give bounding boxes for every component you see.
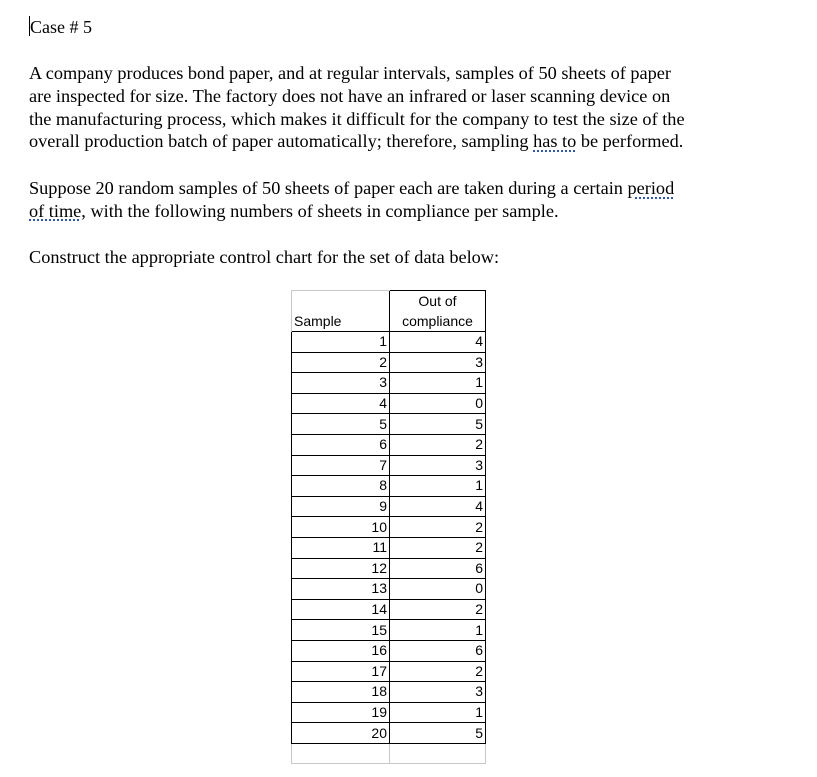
cell-sample: 1 [292, 332, 390, 353]
cell-sample: 11 [292, 537, 390, 558]
header-out-of-compliance [390, 291, 486, 332]
table-row [292, 352, 486, 373]
table-row [292, 455, 486, 476]
table-row [292, 414, 486, 435]
text-segment: , with the following numbers of sheets in compliance per sample. [81, 200, 559, 221]
empty-table-row [292, 743, 486, 764]
cell-out: 4 [390, 496, 486, 517]
empty-cell [292, 743, 390, 764]
cell-sample: 4 [292, 393, 390, 414]
case-title: Case # 5 [30, 17, 92, 37]
table-row [292, 640, 486, 661]
problem-paragraph [29, 62, 769, 153]
paragraph-line [29, 130, 769, 153]
cell-sample: 9 [292, 496, 390, 517]
instruction-paragraph: Construct the appropriate control chart for the set of data below: [29, 247, 500, 267]
cell-out: 5 [390, 414, 486, 435]
table-row [292, 537, 486, 558]
cell-sample: 14 [292, 599, 390, 620]
cell-out: 0 [390, 393, 486, 414]
empty-cell [390, 743, 486, 764]
text-segment: Suppose 20 random samples of 50 sheets of paper each are taken during a certain [29, 178, 628, 198]
header-sample: Sample [292, 291, 390, 332]
grammar-flag[interactable]: has to [533, 131, 577, 152]
header-out-line2: compliance [402, 313, 473, 329]
cell-sample: 12 [292, 558, 390, 579]
cell-out: 3 [390, 682, 486, 703]
compliance-table [291, 290, 486, 764]
cell-out: 1 [390, 476, 486, 497]
cell-out: 2 [390, 434, 486, 455]
table-row [292, 620, 486, 641]
table-row [292, 661, 486, 682]
cell-out: 5 [390, 723, 486, 744]
table-header-row [292, 291, 486, 332]
cell-sample: 8 [292, 476, 390, 497]
text-segment: overall production batch of paper automatically; therefore, sampling [29, 131, 534, 152]
cell-sample: 2 [292, 352, 390, 373]
cell-out: 6 [390, 640, 486, 661]
cell-out: 1 [390, 702, 486, 723]
paragraph-line: the manufacturing process, which makes it difficult for the company to test the size of the [29, 108, 685, 129]
header-out-line1: Out of [418, 293, 457, 309]
table-row [292, 702, 486, 723]
cell-out: 1 [390, 620, 486, 641]
cell-out: 3 [390, 352, 486, 373]
cell-sample: 15 [292, 620, 390, 641]
cell-sample: 6 [292, 434, 390, 455]
text-segment: be performed. [576, 131, 684, 152]
cell-sample: 7 [292, 455, 390, 476]
cell-out: 6 [390, 558, 486, 579]
paragraph-line: A company produces bond paper, and at regular intervals, samples of 50 sheets of paper [29, 63, 671, 83]
cell-out: 2 [390, 537, 486, 558]
table-row [292, 579, 486, 600]
cell-sample: 20 [292, 723, 390, 744]
table-row [292, 558, 486, 579]
cell-out: 3 [390, 455, 486, 476]
table-row [292, 517, 486, 538]
cell-out: 2 [390, 599, 486, 620]
cell-out: 2 [390, 661, 486, 682]
cell-sample: 3 [292, 373, 390, 394]
grammar-flag[interactable]: period [627, 178, 675, 198]
table-row [292, 373, 486, 394]
table-row [292, 723, 486, 744]
cell-sample: 5 [292, 414, 390, 435]
cell-sample: 16 [292, 640, 390, 661]
paragraph-line: are inspected for size. The factory does not have an infrared or laser scanning device on [29, 85, 671, 106]
table-row [292, 599, 486, 620]
table-row [292, 476, 486, 497]
cell-out: 2 [390, 517, 486, 538]
table-row [292, 393, 486, 414]
cell-sample: 19 [292, 702, 390, 723]
paragraph-line [29, 177, 769, 200]
cell-out: 0 [390, 579, 486, 600]
cell-out: 4 [390, 332, 486, 353]
table-row [292, 332, 486, 353]
cell-sample: 17 [292, 661, 390, 682]
table-row [292, 682, 486, 703]
cell-sample: 10 [292, 517, 390, 538]
cell-sample: 13 [292, 579, 390, 600]
table-row [292, 496, 486, 517]
table-row [292, 434, 486, 455]
paragraph-line [29, 200, 769, 223]
cell-sample: 18 [292, 682, 390, 703]
sampling-paragraph [29, 177, 769, 223]
grammar-flag[interactable]: of time [29, 200, 82, 221]
cell-out: 1 [390, 373, 486, 394]
